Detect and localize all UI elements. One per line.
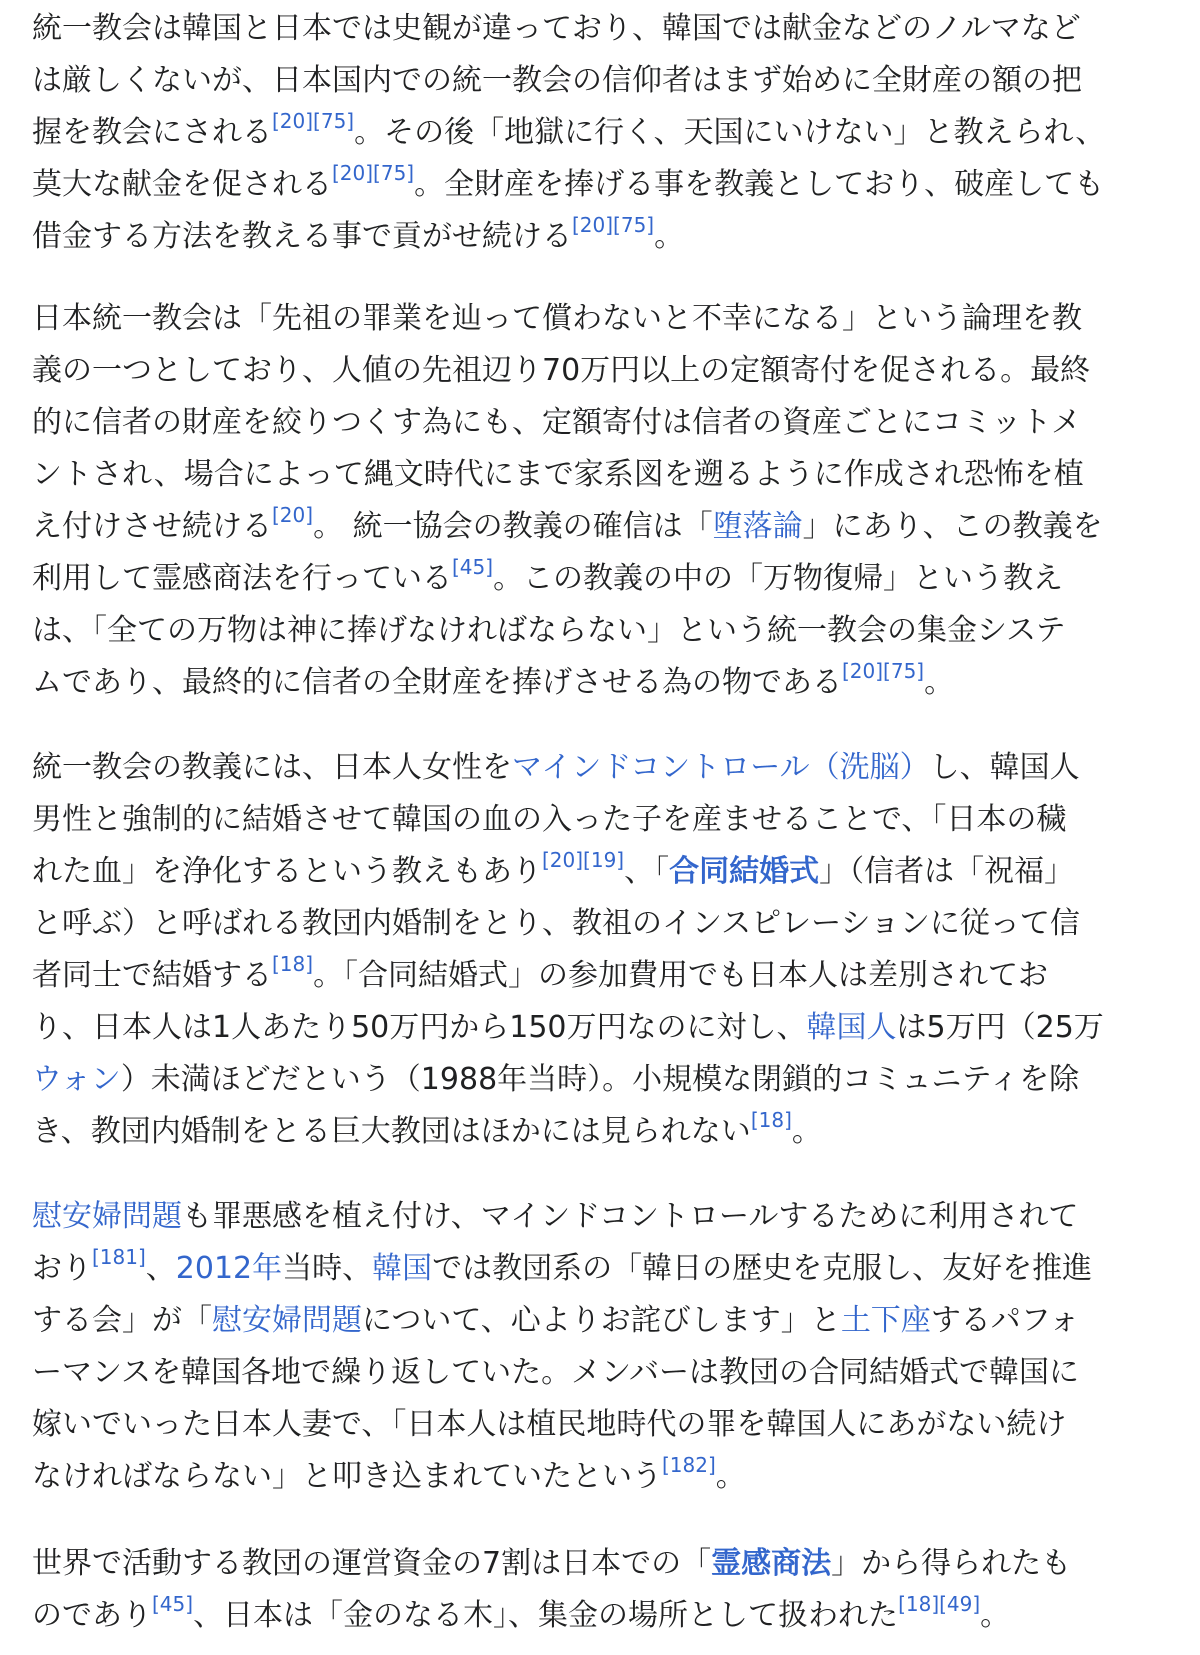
citation-link[interactable]: [20][75] xyxy=(332,161,415,185)
paragraph xyxy=(32,3,1172,263)
body-text: も罪悪感を植え付け、マインドコントロールするために利用されて xyxy=(182,1199,1079,1234)
citation-link[interactable]: [20][75] xyxy=(842,659,925,683)
body-text: 男性と強制的に結婚させて韓国の血の入った子を産ませることで、「日本の穢 xyxy=(32,802,1067,837)
article-link[interactable]: 慰安婦問題 xyxy=(32,1199,182,1234)
body-text: 。 xyxy=(924,665,955,700)
body-text: 的に信者の財産を絞りつくす為にも、定額寄付は信者の資産ごとにコミットメ xyxy=(32,405,1082,440)
text-line xyxy=(32,950,1172,1002)
paragraph xyxy=(32,742,1172,1158)
body-text: き、教団内婚制をとる巨大教団はほかには見られない xyxy=(32,1114,751,1149)
body-text: 当時、 xyxy=(282,1251,373,1286)
citation-link[interactable]: [20][75] xyxy=(272,109,355,133)
body-text: するパフォ xyxy=(930,1303,1080,1338)
body-text: 」から得られたも xyxy=(831,1546,1072,1581)
body-text: ントされ、場合によって縄文時代にまで家系図を遡るように作成され恐怖を植 xyxy=(32,457,1084,492)
body-text: は、「全ての万物は神に捧げなければならない」という統一教会の集金システ xyxy=(32,613,1066,648)
body-text: 。 xyxy=(791,1114,822,1149)
text-line xyxy=(32,159,1172,211)
body-text: なければならない」と叩き込まれていたという xyxy=(32,1459,662,1494)
body-text: 莫大な献金を促される xyxy=(32,167,332,202)
body-text: と呼ぶ）と呼ばれる教団内婚制をとり、教祖のインスピレーションに従って信 xyxy=(32,906,1080,941)
body-text: 」にあり、この教義を xyxy=(802,509,1103,544)
text-line xyxy=(32,293,1172,345)
body-text: おり xyxy=(32,1251,92,1286)
body-text: 。 xyxy=(715,1459,746,1494)
body-text: ムであり、最終的に信者の全財産を捧げさせる為の物である xyxy=(32,665,842,700)
citation-link[interactable]: [18][49] xyxy=(898,1592,981,1616)
article-link[interactable]: 霊感商法 xyxy=(711,1546,832,1581)
article-link[interactable]: 慰安婦問題 xyxy=(212,1303,362,1338)
text-line xyxy=(32,742,1172,794)
paragraph xyxy=(32,293,1172,709)
text-line xyxy=(32,1106,1172,1158)
citation-link[interactable]: [18] xyxy=(272,952,314,976)
body-text: のであり xyxy=(32,1598,152,1633)
body-text: 。 統一協会の教義の確信は「 xyxy=(313,509,713,544)
text-line xyxy=(32,501,1172,553)
text-line xyxy=(32,55,1172,107)
text-line xyxy=(32,794,1172,846)
body-text: 統一教会の教義には、日本人女性を xyxy=(32,750,512,785)
body-text: り、日本人は1人あたり50万円から150万円なのに対し、 xyxy=(32,1010,807,1045)
text-line xyxy=(32,345,1172,397)
article-link[interactable]: 韓国人 xyxy=(806,1010,897,1045)
article-link[interactable]: 土下座 xyxy=(840,1303,931,1338)
body-text: 。 xyxy=(654,219,685,254)
citation-link[interactable]: [45] xyxy=(152,1592,194,1616)
text-line xyxy=(32,1451,1172,1503)
body-text: 日本統一教会は「先祖の罪業を辿って償わないと不幸になる」という論理を教 xyxy=(32,301,1082,336)
body-text: では教団系の「韓日の歴史を克服し、友好を推進 xyxy=(432,1251,1093,1286)
article-link[interactable]: ウォン xyxy=(32,1062,121,1097)
citation-link[interactable]: [20][19] xyxy=(542,848,625,872)
text-line xyxy=(32,107,1172,159)
body-text: 。全財産を捧げる事を教義としており、破産しても xyxy=(414,167,1105,202)
text-line xyxy=(32,1295,1172,1347)
body-text: について、心よりお詫びします」と xyxy=(362,1303,841,1338)
citation-link[interactable]: [18] xyxy=(750,1108,792,1132)
citation-link[interactable]: [20] xyxy=(272,503,314,527)
text-line xyxy=(32,1590,1172,1642)
text-line xyxy=(32,449,1172,501)
text-line xyxy=(32,1538,1172,1590)
body-text: 統一教会は韓国と日本では史観が違っており、韓国では献金などのノルマなど xyxy=(32,11,1081,46)
body-text: 嫁いでいった日本人妻で、「日本人は植民地時代の罪を韓国人にあがない続け xyxy=(32,1407,1067,1442)
text-line xyxy=(32,211,1172,263)
body-text: 。「合同結婚式」の参加費用でも日本人は差別されてお xyxy=(313,958,1049,993)
text-line xyxy=(32,1243,1172,1295)
body-text: 」（信者は「祝福」 xyxy=(819,854,1075,889)
article-link[interactable]: 合同結婚式 xyxy=(669,854,820,889)
body-text: 。 xyxy=(980,1598,1011,1633)
body-text: え付けさせ続ける xyxy=(32,509,272,544)
article-link[interactable]: 2012年 xyxy=(175,1251,283,1286)
text-line xyxy=(32,1347,1172,1399)
text-line xyxy=(32,898,1172,950)
body-text: は厳しくないが、日本国内での統一教会の信仰者はまず始めに全財産の額の把 xyxy=(32,63,1082,98)
paragraph xyxy=(32,1538,1172,1642)
citation-link[interactable]: [45] xyxy=(452,555,494,579)
text-line xyxy=(32,846,1172,898)
text-line xyxy=(32,1002,1172,1054)
body-text: れた血」を浄化するという教えもあり xyxy=(32,854,542,889)
body-text: し、韓国人 xyxy=(929,750,1080,785)
text-line xyxy=(32,1191,1172,1243)
body-text: ）未満ほどだという（1988年当時）。小規模な閉鎖的コミュニティを除 xyxy=(120,1062,1080,1097)
body-text: 、日本は「金のなる木」、集金の場所として扱われた xyxy=(193,1598,899,1633)
body-text: 借金する方法を教える事で貢がせ続ける xyxy=(32,219,572,254)
body-text: 握を教会にされる xyxy=(32,115,272,150)
body-text: 義の一つとしており、人値の先祖辺り70万円以上の定額寄付を促される。最終 xyxy=(32,353,1091,388)
article-link[interactable]: 韓国 xyxy=(372,1251,433,1286)
text-line xyxy=(32,605,1172,657)
body-text: 利用して霊感商法を行っている xyxy=(32,561,452,596)
article-link[interactable]: マインドコントロール（洗脳） xyxy=(512,750,930,785)
body-text: は5万円（25万 xyxy=(896,1010,1104,1045)
citation-link[interactable]: [20][75] xyxy=(572,213,655,237)
text-line xyxy=(32,1399,1172,1451)
citation-link[interactable]: [181] xyxy=(92,1245,146,1269)
body-text: ーマンスを韓国各地で繰り返していた。メンバーは教団の合同結婚式で韓国に xyxy=(32,1355,1079,1390)
body-text: 。その後「地獄に行く、天国にいけない」と教えられ、 xyxy=(354,115,1106,150)
body-text: 、「 xyxy=(624,854,670,889)
article-link[interactable]: 堕落論 xyxy=(712,509,803,544)
body-text: 者同士で結婚する xyxy=(32,958,272,993)
body-text: する会」が「 xyxy=(32,1303,212,1338)
text-line xyxy=(32,3,1172,55)
text-line xyxy=(32,657,1172,709)
paragraph xyxy=(32,1191,1172,1503)
citation-link[interactable]: [182] xyxy=(662,1453,716,1477)
body-text: 、 xyxy=(145,1251,176,1286)
text-line xyxy=(32,1054,1172,1106)
text-line xyxy=(32,553,1172,605)
body-text: 。この教義の中の「万物復帰」という教え xyxy=(493,561,1064,596)
body-text: 世界で活動する教団の運営資金の7割は日本での「 xyxy=(32,1546,712,1581)
text-line xyxy=(32,397,1172,449)
